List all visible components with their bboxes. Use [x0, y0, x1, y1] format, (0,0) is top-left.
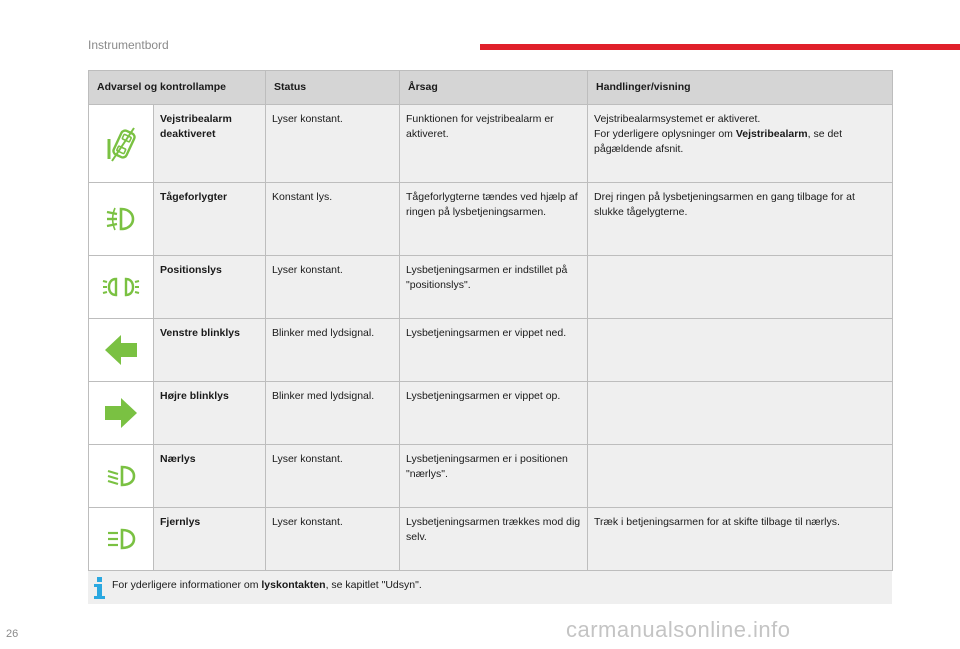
lamp-action — [588, 256, 893, 319]
warning-lamps-table — [88, 70, 893, 571]
lamp-action: Drej ringen på lysbetjeningsarmen en gang tilbage for at slukke tågelygterne. — [588, 183, 893, 256]
lamp-status: Lyser konstant. — [266, 445, 400, 508]
table-row — [89, 508, 893, 571]
lamp-status: Blinker med lydsignal. — [266, 319, 400, 382]
info-icon — [94, 577, 106, 602]
lamp-name: Fjernlys — [154, 508, 266, 571]
lamp-name: Vejstribealarm deaktiveret — [154, 105, 266, 183]
main-beam-icon — [89, 527, 153, 551]
header-accent-bar — [480, 44, 960, 50]
position-lights-icon — [89, 275, 153, 299]
info-text-part: , se kapitlet "Udsyn". — [325, 579, 422, 591]
lamp-name: Tågeforlygter — [154, 183, 266, 256]
dipped-beam-icon — [89, 464, 153, 488]
lamp-name: Nærlys — [154, 445, 266, 508]
lamp-cause: Lysbetjeningsarmen trækkes mod dig selv. — [400, 508, 588, 571]
table-row — [89, 105, 893, 183]
column-header-cause: Årsag — [400, 71, 588, 105]
lamp-action-link-term: Vejstribealarm — [735, 128, 808, 140]
table-row — [89, 256, 893, 319]
info-box — [88, 571, 892, 604]
lamp-action — [588, 319, 893, 382]
lamp-action-text: For yderligere oplysninger om — [594, 128, 736, 140]
table-row — [89, 382, 893, 445]
lamp-name: Positionslys — [154, 256, 266, 319]
lamp-action-text: , se det pågældende afsnit. — [594, 128, 843, 155]
lamp-name: Venstre blinklys — [154, 319, 266, 382]
info-text — [112, 579, 422, 591]
lamp-cause: Funktionen for vejstribealarm er aktiveret. — [400, 105, 588, 183]
lamp-action — [588, 445, 893, 508]
column-header-status: Status — [266, 71, 400, 105]
lamp-cause: Tågeforlygterne tændes ved hjælp af ringen på lysbetjeningsarmen. — [400, 183, 588, 256]
lamp-cause: Lysbetjeningsarmen er i positionen "nærlys". — [400, 445, 588, 508]
lamp-status: Konstant lys. — [266, 183, 400, 256]
lane-departure-warning-off-icon — [89, 125, 153, 163]
info-link-term: lyskontakten — [261, 579, 326, 591]
lamp-action: Træk i betjeningsarmen for at skifte tilbage til nærlys. — [588, 508, 893, 571]
section-title: Instrumentbord — [88, 38, 169, 52]
lamp-name: Højre blinklys — [154, 382, 266, 445]
table-header-row — [89, 71, 893, 105]
column-header-warning: Advarsel og kontrollampe — [89, 71, 266, 105]
lamp-action-line: Vejstribealarmsystemet er aktiveret. — [594, 113, 761, 125]
table-row — [89, 445, 893, 508]
info-text-part: For yderligere informationer om — [112, 579, 262, 591]
lamp-cause: Lysbetjeningsarmen er vippet op. — [400, 382, 588, 445]
lamp-status: Lyser konstant. — [266, 105, 400, 183]
watermark: carmanualsonline.info — [566, 617, 791, 642]
page-number: 26 — [6, 628, 19, 640]
lamp-status: Blinker med lydsignal. — [266, 382, 400, 445]
lamp-action — [588, 382, 893, 445]
table-row — [89, 319, 893, 382]
lamp-status: Lyser konstant. — [266, 508, 400, 571]
right-turn-signal-icon — [89, 396, 153, 430]
table-row — [89, 183, 893, 256]
left-turn-signal-icon — [89, 333, 153, 367]
lamp-cause: Lysbetjeningsarmen er indstillet på "positionslys". — [400, 256, 588, 319]
lamp-action-line — [594, 127, 886, 157]
lamp-cause: Lysbetjeningsarmen er vippet ned. — [400, 319, 588, 382]
column-header-action: Handlinger/visning — [588, 71, 893, 105]
lamp-status: Lyser konstant. — [266, 256, 400, 319]
front-fog-lights-icon — [89, 206, 153, 232]
lamp-action — [588, 105, 893, 183]
